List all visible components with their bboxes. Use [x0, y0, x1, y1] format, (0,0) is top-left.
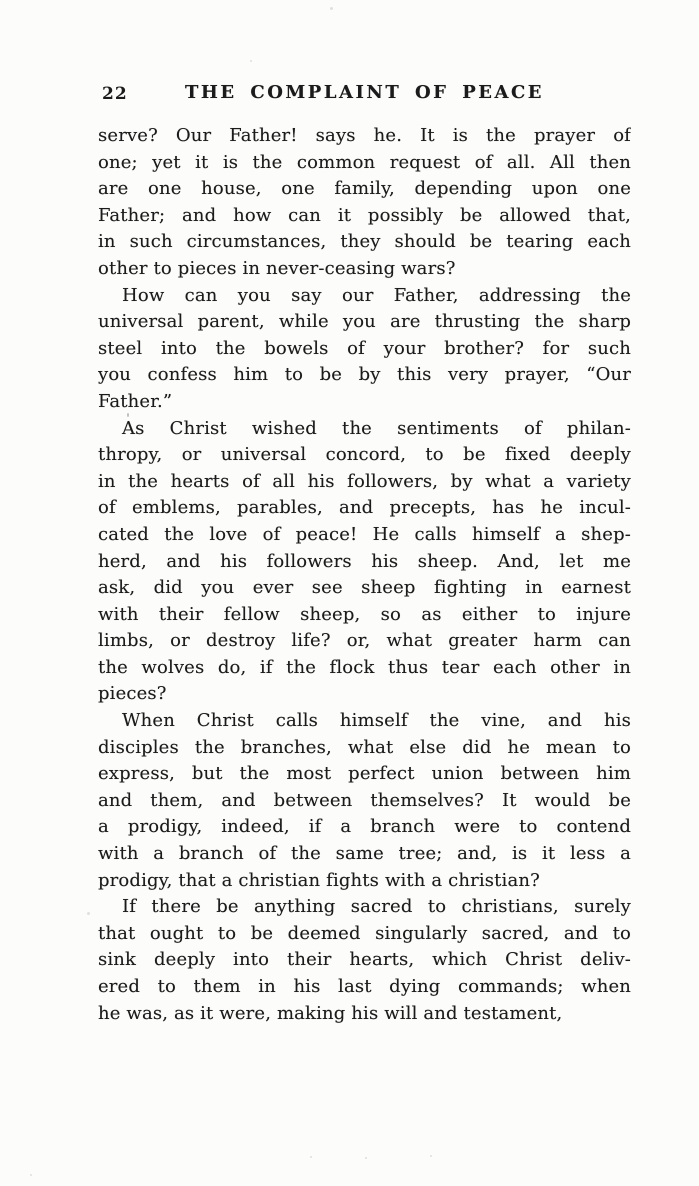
scan-speck	[430, 1155, 432, 1157]
text-line: prodigy, that a christian fights with a christian?	[98, 869, 540, 891]
paragraph	[98, 416, 631, 709]
text-line: Father.”	[98, 390, 173, 412]
text-line: If there be anything sacred to christians, surely	[122, 896, 631, 918]
text-line: and them, and between themselves? It would be	[98, 789, 631, 811]
text-line: a prodigy, indeed, if a branch were to contend	[98, 816, 631, 838]
text-line: that ought to be deemed singularly sacred, and to	[98, 922, 631, 944]
paragraph	[98, 123, 631, 283]
text-line: express, but the most perfect union between him	[98, 763, 631, 785]
text-line: other to pieces in never-ceasing wars?	[98, 257, 456, 279]
text-line: of emblems, parables, and precepts, has he incul-	[98, 497, 631, 519]
text-line: ered to them in his last dying commands; when	[98, 976, 631, 997]
text-line: are one house, one family, depending upon one	[98, 178, 631, 200]
scan-speck	[30, 1174, 32, 1176]
text-line: steel into the bowels of your brother? for such	[98, 337, 631, 359]
scan-speck	[250, 60, 252, 62]
scan-speck	[87, 912, 90, 915]
text-line: with a branch of the same tree; and, is it less a	[98, 843, 631, 865]
running-header-title: THE COMPLAINT OF PEACE	[184, 82, 544, 103]
text-line: with their fellow sheep, so as either to injure	[98, 603, 631, 625]
text-line: universal parent, while you are thrusting the sharp	[98, 311, 631, 333]
paragraph	[98, 894, 631, 1027]
text-line: disciples the branches, what else did he mean to	[98, 736, 631, 758]
paragraph	[98, 708, 631, 894]
scan-speck	[330, 7, 333, 10]
paragraph	[98, 283, 631, 416]
text-line: one; yet it is the common request of all. All then	[98, 151, 631, 173]
page-header	[98, 82, 631, 104]
page-number: 22	[102, 84, 128, 104]
text-line: When Christ calls himself the vine, and his	[122, 710, 631, 732]
text-line: in such circumstances, they should be tearing each	[98, 231, 631, 253]
text-line: Father; and how can it possibly be allowed that,	[98, 204, 631, 226]
scan-speck	[310, 1156, 312, 1158]
body-text	[98, 123, 631, 1027]
text-line: thropy, or universal concord, to be fixed deeply	[98, 444, 631, 466]
text-line: you confess him to be by this very prayer, “Our	[98, 364, 631, 386]
text-line: in the hearts of all his followers, by what a variety	[98, 470, 631, 492]
text-line: limbs, or destroy life? or, what greater harm can	[98, 630, 631, 652]
scan-speck	[365, 1157, 367, 1159]
text-line: cated the love of peace! He calls himself a shep-	[98, 523, 631, 545]
text-line: the wolves do, if the flock thus tear each other in	[98, 656, 631, 678]
text-line: serve? Our Father! says he. It is the prayer of	[98, 125, 631, 146]
text-line: pieces?	[98, 683, 167, 705]
text-line: sink deeply into their hearts, which Christ deliv-	[98, 949, 631, 971]
text-line: he was, as it were, making his will and testament,	[98, 1002, 563, 1024]
scan-speck	[127, 413, 129, 417]
text-line: As Christ wished the sentiments of philan-	[122, 417, 631, 439]
text-line: ask, did you ever see sheep fighting in earnest	[98, 577, 631, 599]
text-line: How can you say our Father, addressing the	[122, 284, 631, 306]
text-line: herd, and his followers his sheep. And, let me	[98, 550, 631, 572]
